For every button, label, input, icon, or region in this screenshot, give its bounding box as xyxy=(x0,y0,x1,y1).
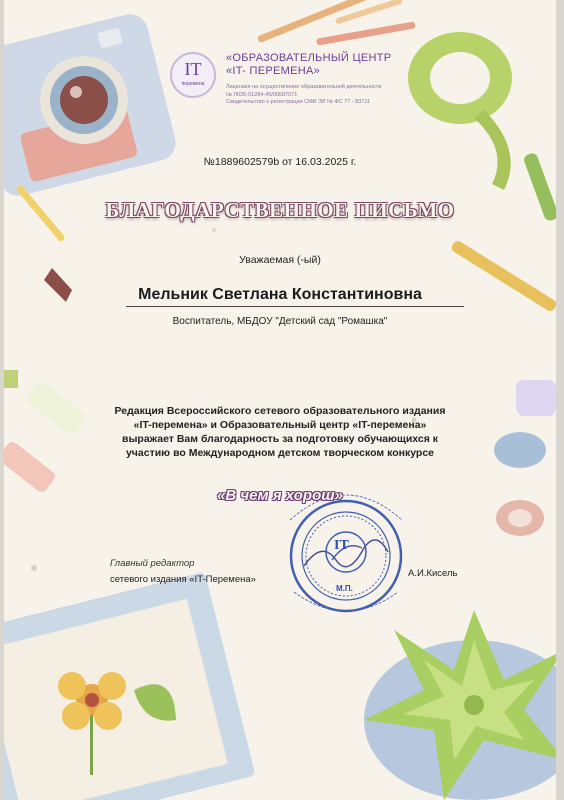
organization-title-line1: «ОБРАЗОВАТЕЛЬНЫЙ ЦЕНТР xyxy=(226,52,392,64)
organization-title-line2: «IT- ПЕРЕМЕНА» xyxy=(226,65,321,77)
logo-subtext: перемена xyxy=(181,81,205,87)
decorative-background xyxy=(4,0,556,800)
paint-jars-illustration xyxy=(494,432,546,536)
stamp-center-text: IT xyxy=(334,538,349,553)
framed-flower-illustration xyxy=(4,572,256,800)
gratitude-line1: Редакция Всероссийского сетевого образовательного издания xyxy=(114,405,446,417)
license-line1: Лицензия на осуществление образовательной деятельности xyxy=(226,84,382,90)
recipient-position: Воспитатель, МБДОУ "Детский сад "Ромашка" xyxy=(172,316,388,327)
certificate-number: №1889602579b от 16.03.2025 г. xyxy=(203,156,357,168)
logo-text: IT xyxy=(184,59,202,79)
plant-pot-illustration xyxy=(364,610,556,800)
editor-role-line2: сетевого издания «IT-Перемена» xyxy=(110,574,256,585)
pencils-illustration xyxy=(257,0,416,46)
organization-logo xyxy=(170,52,216,98)
salutation: Уважаемая (-ый) xyxy=(239,254,321,266)
dot-decoration xyxy=(31,565,37,571)
contest-name: «В чем я хорош» xyxy=(217,487,343,504)
certificate-sheet xyxy=(4,0,556,800)
license-info xyxy=(226,84,416,107)
gratitude-line4: участию во Международном детском творческом конкурсе xyxy=(125,447,435,459)
certificate-heading: БЛАГОДАРСТВЕННОЕ ПИСЬМО xyxy=(105,198,455,222)
license-line2: № Л035-01284-45/00587071 xyxy=(226,91,298,98)
recipient-name: Мельник Светлана Константиновна xyxy=(138,286,422,303)
stamp-bottom-text: М.П. xyxy=(336,584,353,593)
gratitude-line2: «IT-перемена» и Образовательный центр «IT-перемена» xyxy=(133,419,427,431)
gratitude-line3: выражает Вам благодарность за подготовку обучающихся к xyxy=(121,433,438,445)
editor-role-line1: Главный редактор xyxy=(110,558,195,569)
camera-illustration xyxy=(4,10,179,199)
license-line3: Свидетельство о регистрации СМИ ЭЛ № ФС 77 - 83711 xyxy=(226,99,371,105)
organization-title xyxy=(226,52,426,78)
name-underline xyxy=(126,306,464,307)
paint-tubes-illustration xyxy=(4,370,88,494)
gratitude-text xyxy=(100,404,460,460)
markers-illustration xyxy=(450,152,556,416)
signer-name: А.И.Кисель xyxy=(408,568,458,579)
dot-decoration xyxy=(212,228,216,232)
